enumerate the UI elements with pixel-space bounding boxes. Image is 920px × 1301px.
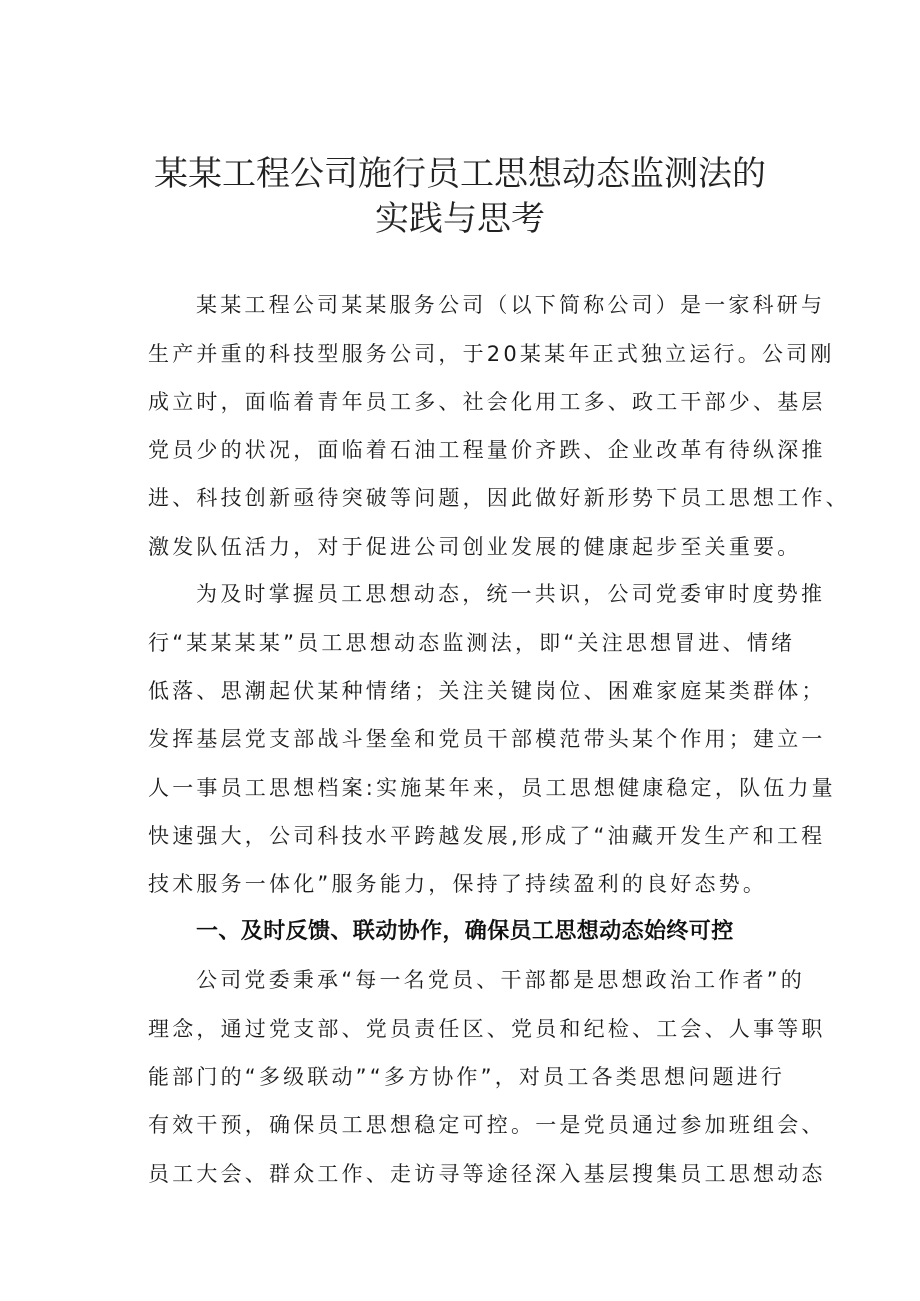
document-title-line-1: 某某工程公司施行员工思想动态监测法的 [154, 154, 766, 194]
paragraph-3-line: 能部门的“多级联动”“多方协作”，对员工各类思想问题进行 [148, 1065, 786, 1089]
section-heading-1: 一、及时反馈、联动协作，确保员工思想动态始终可控 [196, 919, 734, 944]
paragraph-2-line: 行“某某某某”员工思想动态监测法，即“关注思想冒进、情绪 [148, 631, 796, 655]
paragraph-2-line: 快速强大，公司科技水平跨越发展,形成了“油藏开发生产和工程 [148, 824, 826, 848]
paragraph-2-line: 低落、思潮起伏某种情绪；关注关键岗位、困难家庭某类群体； [148, 679, 826, 703]
paragraph-3-line: 公司党委秉承“每一名党员、干部都是思想政治工作者”的 [196, 968, 805, 992]
paragraph-1-line: 激发队伍活力，对于促进公司创业发展的健康起步至关重要。 [148, 535, 802, 559]
paragraph-1-line: 某某工程公司某某服务公司（以下简称公司）是一家科研与 [196, 293, 826, 317]
paragraph-1-line: 党员少的状况，面临着石油工程量价齐跌、企业改革有待纵深推 [148, 438, 826, 462]
paragraph-2-line: 发挥基层党支部战斗堡垒和党员干部模范带头某个作用；建立一 [148, 727, 826, 751]
paragraph-1-line: 进、科技创新亟待突破等问题，因此做好新形势下员工思想工作、 [148, 486, 850, 510]
paragraph-3-line: 员工大会、群众工作、走访寻等途径深入基层搜集员工思想动态 [148, 1162, 826, 1186]
paragraph-2-line: 为及时掌握员工思想动态，统一共识，公司党委审时度势推 [196, 582, 826, 606]
paragraph-1-line: 成立时，面临着青年员工多、社会化用工多、政工干部少、基层 [148, 390, 826, 414]
paragraph-1-line: 生产并重的科技型服务公司，于20某某年正式独立运行。公司刚 [148, 342, 835, 366]
paragraph-2-line: 人一事员工思想档案:实施某年来，员工思想健康稳定，队伍力量 [148, 776, 836, 800]
paragraph-3-line: 有效干预，确保员工思想稳定可控。一是党员通过参加班组会、 [148, 1113, 826, 1137]
document-title-line-2: 实践与思考 [375, 199, 545, 239]
paragraph-2-line: 技术服务一体化”服务能力，保持了持续盈利的良好态势。 [148, 872, 768, 896]
paragraph-3-line: 理念，通过党支部、党员责任区、党员和纪检、工会、人事等职 [148, 1017, 826, 1041]
